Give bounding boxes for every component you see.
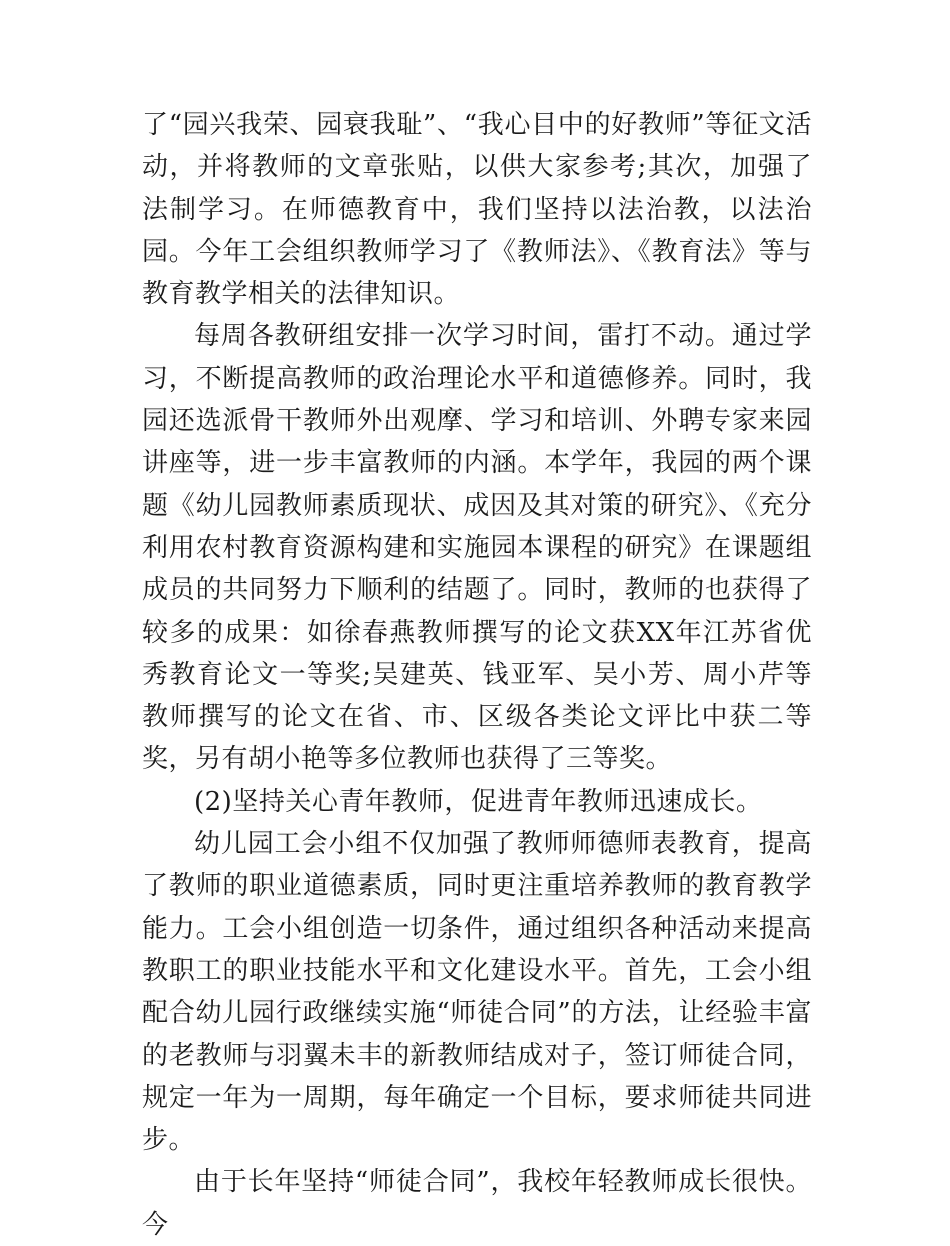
paragraph-4: 由于长年坚持“师徒合同”，我校年轻教师成长很快。今 [142,1167,812,1240]
section-heading: (2)坚持关心青年教师，促进青年教师迅速成长。 [194,786,763,817]
paragraph-1: 了“园兴我荣、园衰我耻”、“我心目中的好教师”等征文活动，并将教师的文章张贴，以供大家参考;其次，加强了法制学习。在师德教育中，我们坚持以法治教，以法治园。今年工会组织教师学习了《教师法》、《教育法》等与教育教学相关的法律知识。 [142,110,812,310]
paragraph-3: 幼儿园工会小组不仅加强了教师师德师表教育，提高了教师的职业道德素质，同时更注重培养教师的教育教学能力。工会小组创造一切条件，通过组织各种活动来提高教职工的职业技能水平和文化建设水平。首先，工会小组配合幼儿园行政继续实施“师徒合同”的方法，让经验丰富的老教师与羽翼未丰的新教师结成对子，签订师徒合同，规定一年为一周期，每年确定一个目标，要求师徒共同进步。 [142,829,812,1156]
document-body [142,104,812,1246]
paragraph-2: 每周各教研组安排一次学习时间，雷打不动。通过学习，不断提高教师的政治理论水平和道德修养。同时，我园还选派骨干教师外出观摩、学习和培训、外聘专家来园讲座等，进一步丰富教师的内涵。本学年，我园的两个课题《幼儿园教师素质现状、成因及其对策的研究》、《充分利用农村教育资源构建和实施园本课程的研究》在课题组成员的共同努力下顺利的结题了。同时，教师的也获得了较多的成果：如徐春燕教师撰写的论文获XX年江苏省优秀教育论文一等奖;吴建英、钱亚军、吴小芳、周小芹等教师撰写的论文在省、市、区级各类论文评比中获二等奖，另有胡小艳等多位教师也获得了三等奖。 [142,321,812,775]
